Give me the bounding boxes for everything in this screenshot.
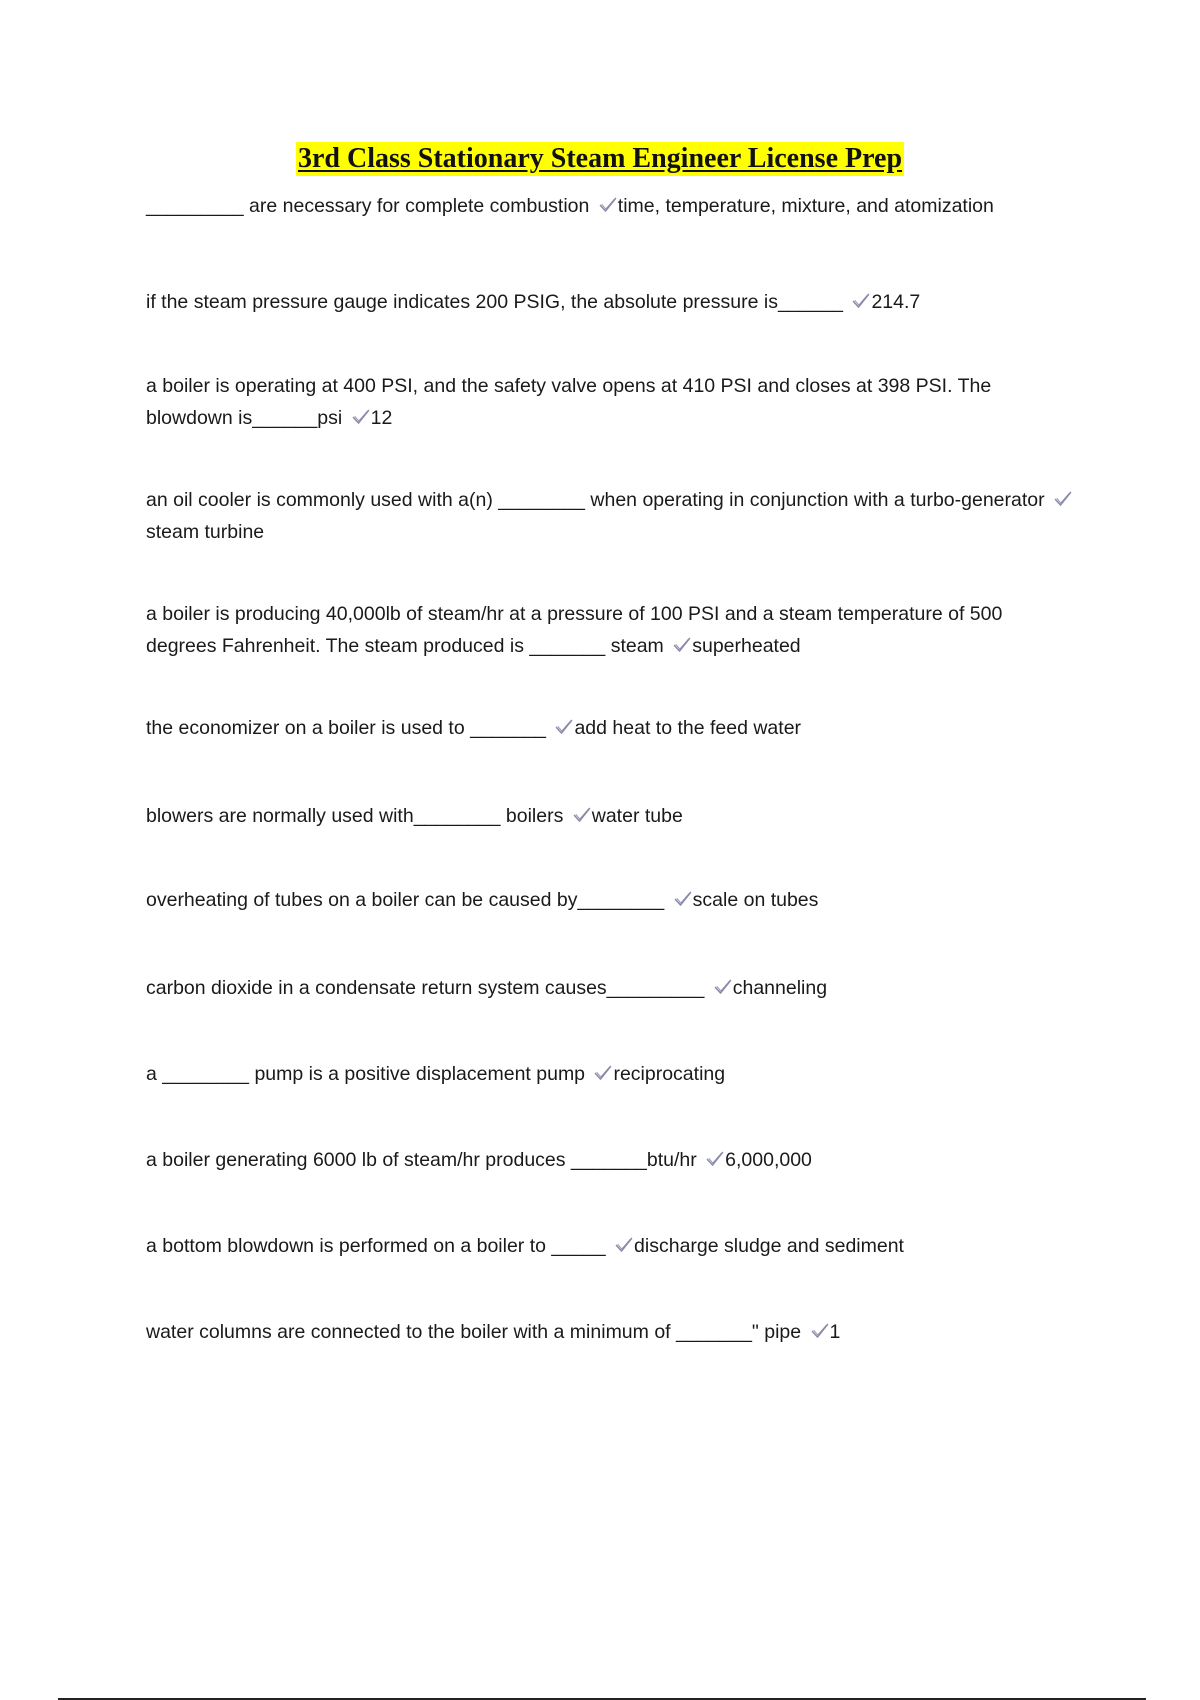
- question-item: [146, 370, 1076, 434]
- answer-text: 12: [370, 407, 393, 429]
- check-mark-icon: [555, 719, 573, 735]
- question-item: [146, 484, 1076, 548]
- check-mark-icon: [852, 293, 870, 309]
- page-title-container: [0, 142, 1200, 176]
- question-text: a ________ pump is a positive displacement pump: [146, 1063, 586, 1085]
- check-mark-icon: [714, 979, 732, 995]
- answer-text: steam turbine: [146, 521, 265, 543]
- question-item: [146, 598, 1076, 662]
- question-item: [146, 286, 1076, 318]
- question-text: blowers are normally used with________ boilers: [146, 805, 564, 827]
- check-mark-icon: [594, 1065, 612, 1081]
- question-text: water columns are connected to the boiler with a minimum of _______" pipe: [146, 1321, 802, 1343]
- answer-text: discharge sludge and sediment: [634, 1235, 904, 1257]
- question-text: an oil cooler is commonly used with a(n) ________ when operating in conjunction with a turbo-generator: [146, 489, 1045, 511]
- question-text: a boiler generating 6000 lb of steam/hr produces _______btu/hr: [146, 1149, 697, 1171]
- check-mark-icon: [573, 807, 591, 823]
- check-mark-icon: [673, 637, 691, 653]
- answer-text: 214.7: [871, 291, 921, 313]
- question-text: _________ are necessary for complete combustion: [146, 195, 590, 217]
- check-mark-icon: [1054, 491, 1072, 507]
- answer-text: channeling: [732, 977, 828, 999]
- check-mark-icon: [352, 409, 370, 425]
- answer-text: 1: [829, 1321, 841, 1343]
- check-mark-icon: [615, 1237, 633, 1253]
- question-item: [146, 972, 1076, 1004]
- answer-text: reciprocating: [613, 1063, 726, 1085]
- question-item: [146, 1230, 1076, 1262]
- question-text: the economizer on a boiler is used to _______: [146, 717, 547, 739]
- answer-text: scale on tubes: [692, 889, 819, 911]
- question-item: [146, 884, 1076, 916]
- page-title: 3rd Class Stationary Steam Engineer License Prep: [297, 143, 903, 174]
- answer-text: water tube: [591, 805, 683, 827]
- check-mark-icon: [811, 1323, 829, 1339]
- question-text: if the steam pressure gauge indicates 200 PSIG, the absolute pressure is______: [146, 291, 844, 313]
- answer-text: 6,000,000: [725, 1149, 812, 1171]
- answer-text: time, temperature, mixture, and atomization: [617, 195, 994, 217]
- question-text: a boiler is producing 40,000lb of steam/hr at a pressure of 100 PSI and a steam temperature of 500 degrees Fahrenheit. The steam produced is _______ steam: [146, 603, 1003, 657]
- check-mark-icon: [599, 197, 617, 213]
- answer-text: superheated: [692, 635, 801, 657]
- question-text: a bottom blowdown is performed on a boiler to _____: [146, 1235, 606, 1257]
- question-text: carbon dioxide in a condensate return system causes_________: [146, 977, 705, 999]
- check-mark-icon: [706, 1151, 724, 1167]
- question-item: [146, 712, 1076, 744]
- question-item: [146, 1058, 1076, 1090]
- check-mark-icon: [674, 891, 692, 907]
- question-item: [146, 190, 1076, 222]
- question-text: overheating of tubes on a boiler can be caused by________: [146, 889, 665, 911]
- answer-text: add heat to the feed water: [574, 717, 802, 739]
- question-item: [146, 800, 1076, 832]
- question-text: a boiler is operating at 400 PSI, and the safety valve opens at 410 PSI and closes at 398 PSI. The blowdown is______psi: [146, 375, 992, 429]
- question-item: [146, 1316, 1076, 1348]
- question-item: [146, 1144, 1076, 1176]
